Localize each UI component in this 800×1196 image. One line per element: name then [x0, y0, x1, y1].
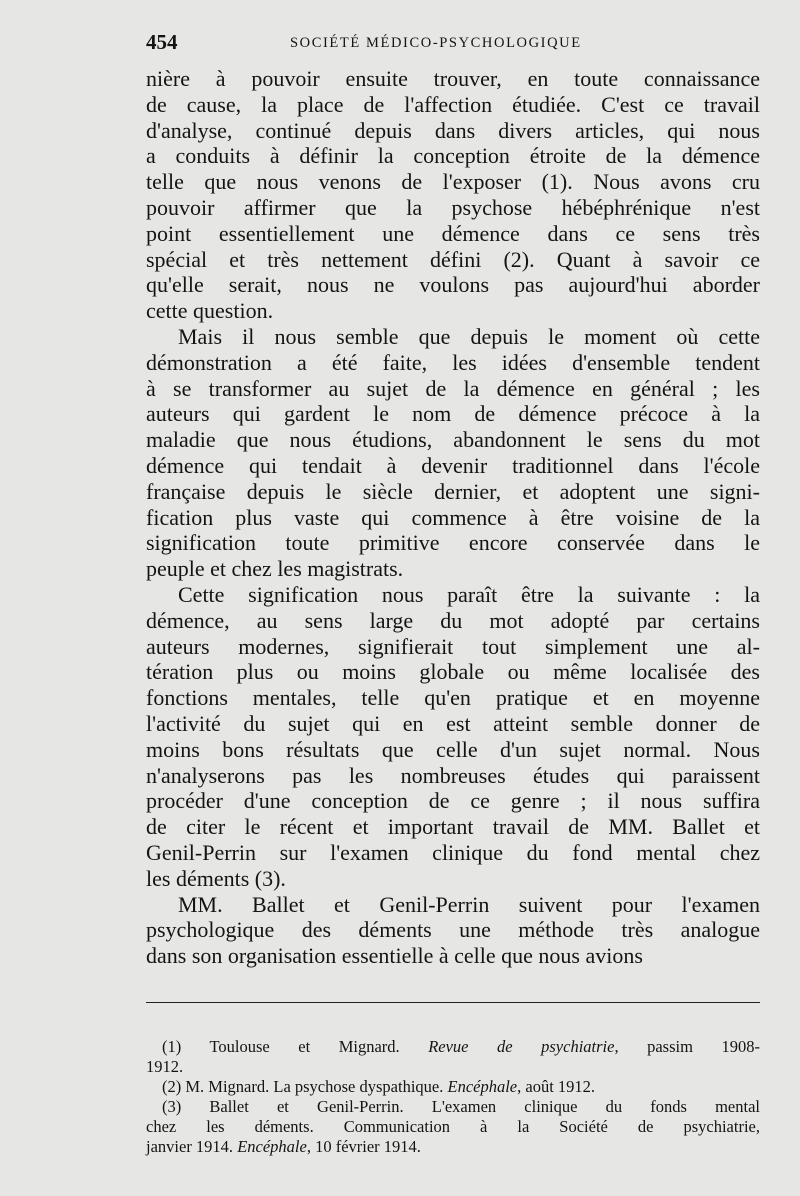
text-line: point essentiellement une démence dans ce sens très [146, 220, 760, 246]
paragraph [146, 324, 760, 582]
footnote-text: (3) Ballet et Genil-Perrin. L'examen clinique du fonds mental [162, 1097, 760, 1116]
page-number: 454 [146, 30, 178, 54]
footnote-text: 1912. [146, 1057, 184, 1076]
body-text [146, 66, 760, 969]
journal-title: Revue de psychiatrie [428, 1037, 615, 1056]
text-line: procéder d'une conception de ce genre ; il nous suffira [146, 788, 760, 814]
footnote-text: chez les déments. Communication à la Société de psychiatrie, [146, 1117, 760, 1136]
footnote [146, 1077, 760, 1097]
text-line: qu'elle serait, nous ne voulons pas aujourd'hui aborder [146, 272, 760, 298]
text-line: moins bons résultats que celle d'un sujet normal. Nous [146, 736, 760, 762]
text-line: fication plus vaste qui commence à être voisine de la [146, 504, 760, 530]
text-line: maladie que nous étudions, abandonnent le sens du mot [146, 427, 760, 453]
text-line: fonctions mentales, telle qu'en pratique et en moyenne [146, 685, 760, 711]
footnote-line [146, 1117, 760, 1137]
footnote-line [146, 1057, 760, 1077]
text-line: les déments (3). [146, 865, 286, 891]
text-line: Cette signification nous paraît être la suivante : la [178, 581, 760, 607]
footnote-text: (2) M. Mignard. La psychose dyspathique. [162, 1077, 448, 1096]
text-line: spécial et très nettement défini (2). Quant à savoir ce [146, 246, 760, 272]
paragraph [146, 892, 760, 969]
text-line: nière à pouvoir ensuite trouver, en toute connaissance [146, 66, 760, 91]
text-line: MM. Ballet et Genil-Perrin suivent pour l'examen [178, 891, 760, 917]
footnote-text: janvier 1914. [146, 1137, 238, 1156]
running-head [146, 30, 766, 56]
text-line: de cause, la place de l'affection étudiée. C'est ce travail [146, 91, 760, 117]
footnote-text: (1) Toulouse et Mignard. [162, 1037, 429, 1056]
text-line: telle que nous venons de l'exposer (1). Nous avons cru [146, 169, 760, 195]
footnote-line [146, 1097, 760, 1117]
footnotes [146, 1037, 760, 1157]
text-line: n'analyserons pas les nombreuses études qui paraissent [146, 762, 760, 788]
footnote-line [146, 1077, 760, 1097]
text-line: française depuis le siècle dernier, et adoptent une signi- [146, 478, 760, 504]
text-line: a conduits à définir la conception étroite de la démence [146, 143, 760, 169]
text-line: démence qui tendait à devenir traditionnel dans l'école [146, 452, 760, 478]
paragraph [146, 582, 760, 892]
text-line: peuple et chez les magistrats. [146, 556, 404, 582]
text-line: Mais il nous semble que depuis le moment où cette [178, 323, 760, 349]
text-line: dans son organisation essentielle à celle que nous avions [146, 943, 643, 969]
text-line: démence, au sens large du mot adopté par certains [146, 607, 760, 633]
journal-title: Encéphale [447, 1077, 518, 1096]
footnote-line [146, 1037, 760, 1057]
footnote-separator-rule [146, 1002, 760, 1003]
footnote-text: , passim 1908- [614, 1037, 760, 1056]
journal-title: Encéphale [237, 1137, 307, 1156]
text-line: à se transformer au sujet de la démence en général ; les [146, 375, 760, 401]
footnote [146, 1097, 760, 1157]
paragraph [146, 66, 760, 324]
text-line: auteurs modernes, signifierait tout simplement une al- [146, 633, 760, 659]
text-line: tération plus ou moins globale ou même localisée des [146, 659, 760, 685]
footnote-line [146, 1137, 760, 1157]
text-line: d'analyse, continué depuis dans divers articles, qui nous [146, 117, 760, 143]
text-line: auteurs qui gardent le nom de démence précoce à la [146, 401, 760, 427]
text-line: pouvoir affirmer que la psychose hébéphrénique n'est [146, 194, 760, 220]
running-title: SOCIÉTÉ MÉDICO-PSYCHOLOGIQUE [290, 35, 582, 51]
text-line: signification toute primitive encore conservée dans le [146, 530, 760, 556]
text-line: Genil-Perrin sur l'examen clinique du fond mental chez [146, 839, 760, 865]
footnote-text: , 10 février 1914. [306, 1137, 421, 1156]
footnote [146, 1037, 760, 1077]
text-line: psychologique des déments une méthode très analogue [146, 917, 760, 943]
text-line: de citer le récent et important travail de MM. Ballet et [146, 814, 760, 840]
text-line: l'activité du sujet qui en est atteint semble donner de [146, 710, 760, 736]
text-line: démonstration a été faite, les idées d'ensemble tendent [146, 349, 760, 375]
text-line: cette question. [146, 298, 274, 324]
footnote-text: , août 1912. [517, 1077, 596, 1096]
